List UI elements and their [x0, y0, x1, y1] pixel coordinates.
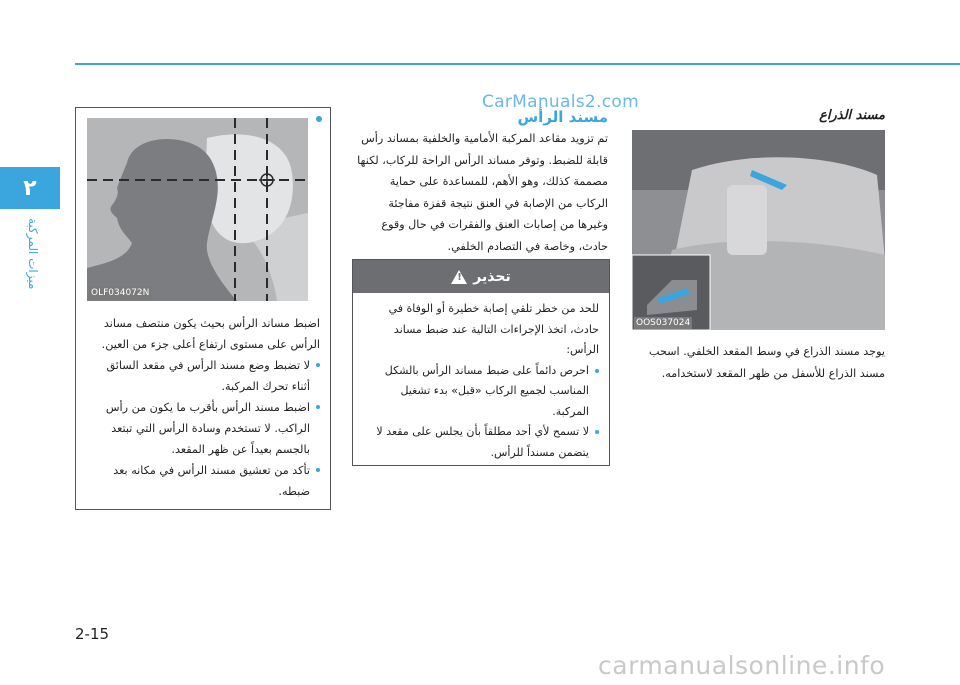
- list-item: لا تضبط وضع مسند الرأس في مقعد السائق أثناء تحرك المركبة.: [86, 355, 320, 397]
- warning-box: [352, 259, 610, 466]
- rear-seat-armrest-icon: [632, 130, 885, 330]
- top-rule: [75, 63, 960, 65]
- chapter-tab: [0, 167, 60, 209]
- headrest-adjust-text: [86, 313, 320, 502]
- warning-intro: للحد من خطر تلقي إصابة خطيرة أو الوفاة في حادث، اتخذ الإجراءات التالية عند ضبط مساند الرأس:: [388, 302, 599, 356]
- armrest-body-text: يوجد مسند الذراع في وسط المقعد الخلفي. اسحب مسند الذراع للأسفل من ظهر المقعد لاستخدامه.: [648, 345, 885, 380]
- section-heading-armrest: مسند الذراع: [819, 108, 885, 123]
- list-item: تأكد من تعشيق مسند الرأس في مكانه بعد ضبطه.: [86, 460, 320, 502]
- figure-code: OOS037024: [636, 318, 691, 328]
- chapter-title: ميزات المركبة: [26, 218, 40, 290]
- warning-body: [353, 293, 609, 463]
- watermark-bottom: carmanualsonline.info: [598, 651, 886, 680]
- headrest-body-text: تم تزويد مقاعد المركبة الأمامية والخلفية بمساند رأس قابلة للضبط. وتوفر مساند الرأس الراحة للركاب، لكنها مصممة كذلك، وهو الأهم، للمساعدة على حماية الركاب من الإصابة في العنق نتيجة قفزة مفاجئة وغيرها من إصابات العنق والفقرات في حال وقوع حادث، وخاصة في التصادم الخلفي.: [357, 132, 608, 253]
- list-item: لا تسمح لأي أحد مطلقاً بأن يجلس على مقعد لا يتضمن مسنداً للرأس.: [361, 422, 599, 463]
- headrest-illustration: [87, 118, 308, 301]
- headrest-adjust-list: [86, 355, 320, 502]
- list-item: احرص دائماً على ضبط مساند الرأس بالشكل المناسب لجميع الركاب «قبل» بدء تشغيل المركبة.: [361, 361, 599, 423]
- section-heading-headrest: مسند الرأس: [517, 108, 608, 126]
- watermark-top: CarManuals2.com: [482, 92, 639, 112]
- figure-code: OLF034072N: [91, 288, 150, 298]
- warning-title: تحذير: [473, 268, 511, 285]
- page-number: 2-15: [75, 625, 110, 643]
- headrest-diagram-icon: [87, 118, 308, 301]
- warning-header: [353, 260, 609, 293]
- chapter-number: ٢: [23, 175, 37, 201]
- list-item: اضبط مسند الرأس بأقرب ما يكون من رأس الراكب. لا تستخدم وسادة الرأس التي تبتعد بالجسم بعيداً عن ظهر المقعد.: [86, 397, 320, 460]
- warning-list: [361, 361, 599, 464]
- section-bullet: [316, 116, 322, 122]
- headrest-adjust-intro: اضبط مساند الرأس بحيث يكون منتصف مساند الرأس على مستوى ارتفاع أعلى جزء من العين.: [101, 317, 320, 351]
- armrest-photo: [632, 130, 885, 330]
- warning-triangle-icon: [451, 270, 467, 284]
